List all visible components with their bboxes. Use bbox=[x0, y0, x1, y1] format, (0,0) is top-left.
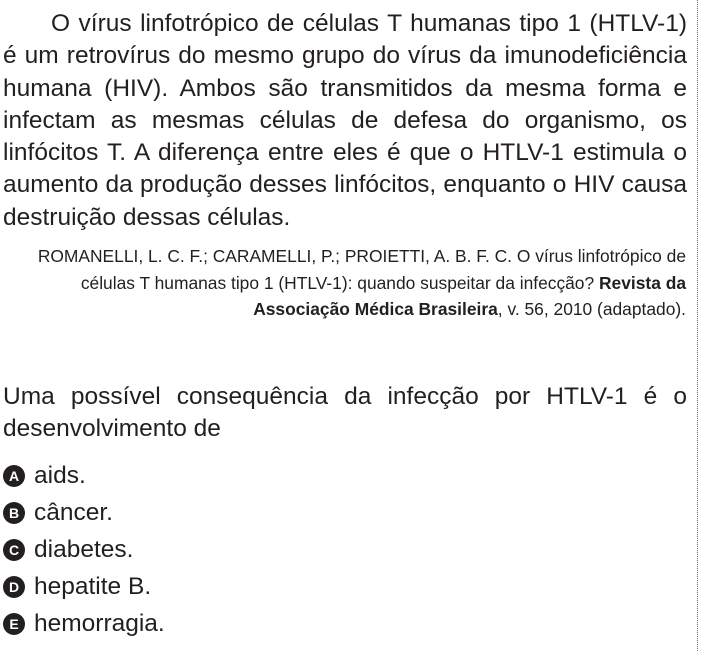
citation-journal: Revista da Associação Médica Brasileira bbox=[253, 272, 686, 320]
citation-authors-title: ROMANELLI, L. C. F.; CARAMELLI, P.; PROIETTI, A. B. F. C. O vírus linfotrópico de células T humanas tipo 1 (HTLV-1): quando suspeitar da infecção? bbox=[37, 246, 686, 293]
question-text: Uma possível consequência da infecção por HTLV-1 é o desenvolvimento de bbox=[3, 383, 687, 443]
option-a-letter-badge: A bbox=[3, 465, 25, 487]
option-b[interactable] bbox=[3, 494, 165, 531]
option-d[interactable] bbox=[3, 569, 165, 606]
option-a-text: aids. bbox=[34, 461, 86, 489]
option-c[interactable] bbox=[3, 531, 165, 568]
option-b-text: câncer. bbox=[34, 498, 113, 526]
option-d-text: hepatite B. bbox=[34, 573, 152, 601]
option-d-letter-badge: D bbox=[3, 576, 25, 598]
option-e-letter-badge: E bbox=[3, 613, 25, 635]
answer-options bbox=[3, 457, 165, 643]
citation-details: , v. 56, 2010 (adaptado). bbox=[497, 299, 686, 320]
option-a[interactable] bbox=[3, 457, 165, 494]
column-divider bbox=[697, 0, 698, 651]
option-b-letter-badge: B bbox=[3, 502, 25, 524]
option-e[interactable] bbox=[3, 606, 165, 643]
passage-text: O vírus linfotrópico de células T humanas tipo 1 (HTLV-1) é um retrovírus do mesmo grupo do vírus da imunodeficiência humana (HIV). Ambos são transmitidos da mesma forma e infectam as mesmas células de defesa do organismo, os linfócitos T. A diferença entre eles é que o HTLV-1 estimula o aumento da produção desses linfócitos, enquanto o HIV causa destruição dessas células. bbox=[3, 10, 687, 231]
option-c-letter-badge: C bbox=[3, 539, 25, 561]
option-e-text: hemorragia. bbox=[34, 610, 165, 638]
citation bbox=[20, 243, 686, 323]
option-c-text: diabetes. bbox=[34, 535, 134, 563]
